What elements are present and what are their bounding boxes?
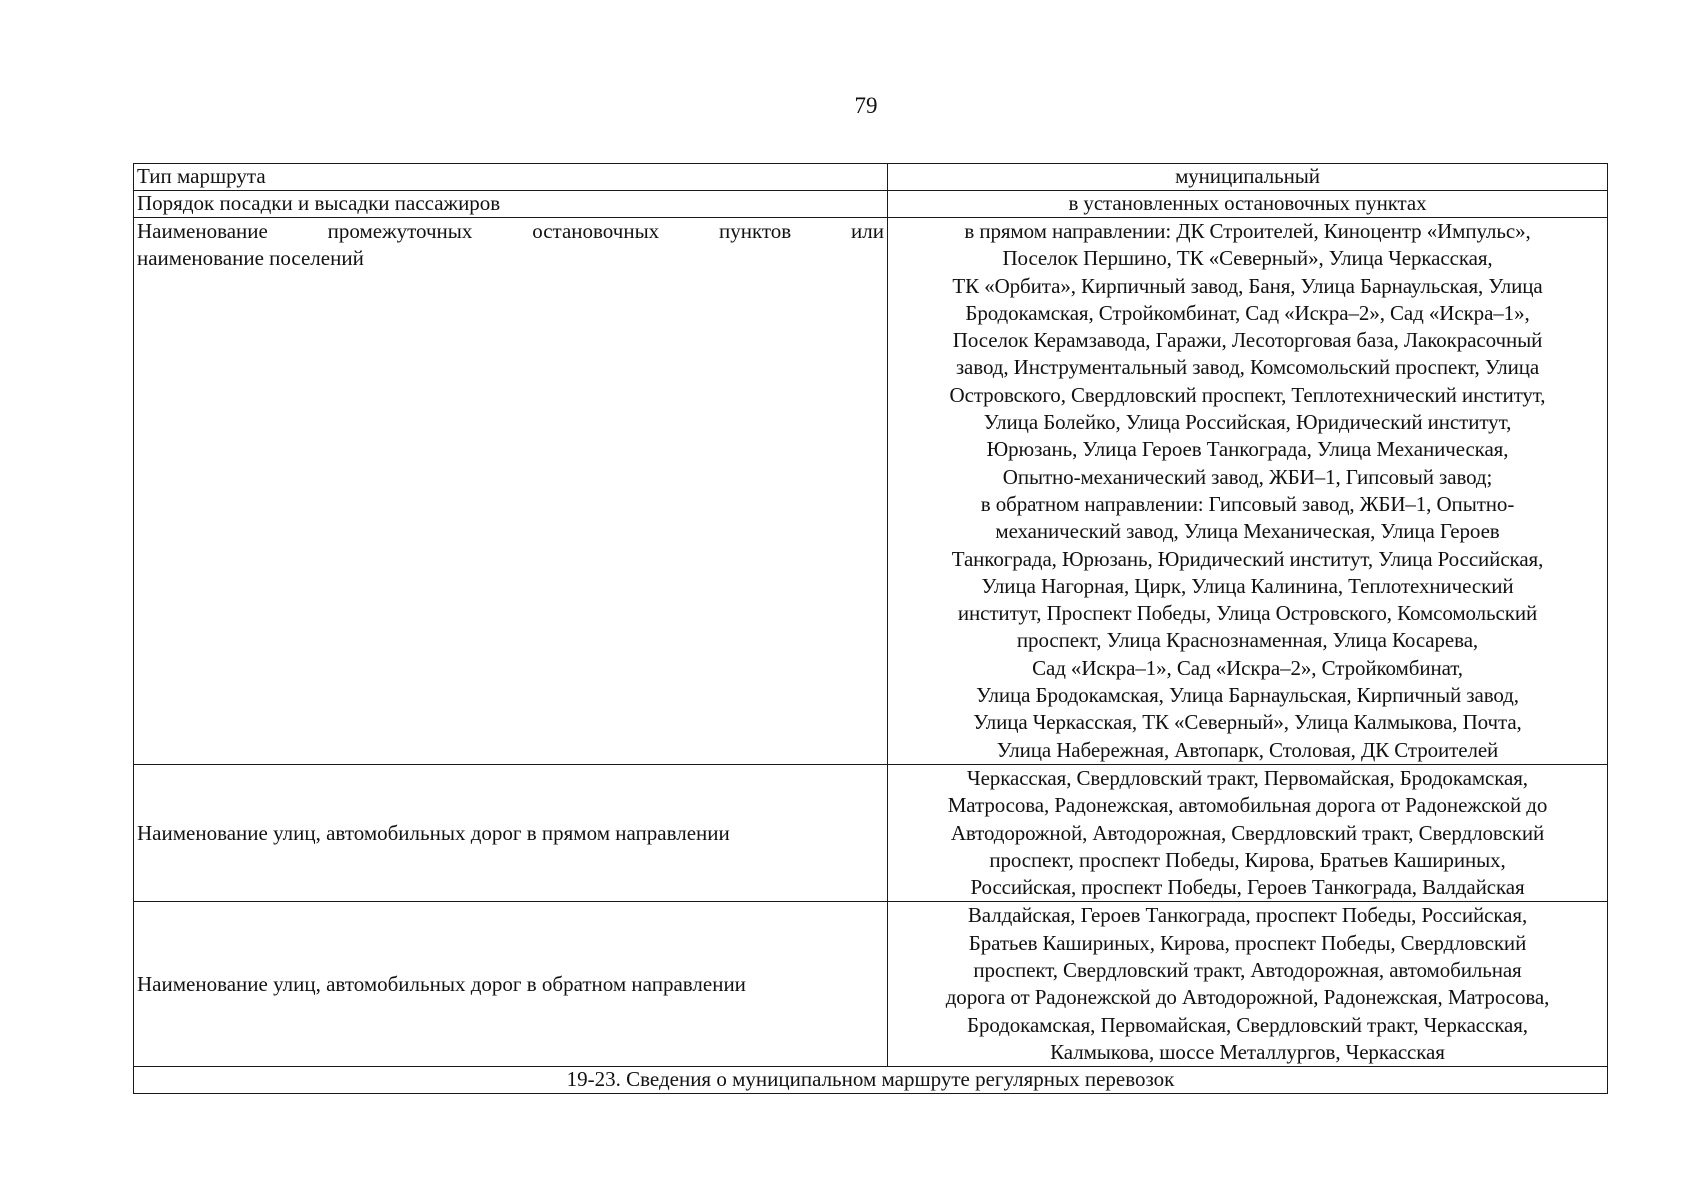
reverse-streets-label: Наименование улиц, автомобильных дорог в обратном направлении bbox=[134, 902, 888, 1067]
page-number: 79 bbox=[854, 93, 878, 118]
stops-line: в обратном направлении: Гипсовый завод, ЖБИ–1, Опытно- bbox=[980, 491, 1515, 516]
forward-streets-line: Матросова, Радонежская, автомобильная дорога от Радонежской до bbox=[947, 793, 1548, 818]
stops-line: Поселок Першино, ТК «Северный», Улица Черкасская, bbox=[1002, 246, 1493, 271]
table-row-boarding-order bbox=[134, 191, 1608, 218]
stops-line: Улица Нагорная, Цирк, Улица Калинина, Теплотехнический bbox=[981, 573, 1514, 598]
forward-streets-line: Черкасская, Свердловский тракт, Первомайская, Бродокамская, bbox=[967, 765, 1528, 790]
table-row-route-type bbox=[134, 164, 1608, 191]
table-row-forward-streets bbox=[134, 764, 1608, 901]
stops-line: институт, Проспект Победы, Улица Островского, Комсомольский bbox=[957, 601, 1538, 626]
stops-line: Островского, Свердловский проспект, Теплотехнический институт, bbox=[949, 382, 1546, 407]
route-type-label: Тип маршрута bbox=[134, 164, 888, 191]
intermediate-stops-value bbox=[888, 218, 1608, 765]
stops-line: Сад «Искра–1», Сад «Искра–2», Стройкомбинат, bbox=[1032, 655, 1463, 680]
table-row-section-heading bbox=[134, 1067, 1608, 1094]
stops-line: в прямом направлении: ДК Строителей, Киноцентр «Импульс», bbox=[964, 219, 1531, 243]
stops-line: Улица Болейко, Улица Российская, Юридический институт, bbox=[983, 410, 1512, 435]
table-row-intermediate-stops bbox=[134, 218, 1608, 765]
reverse-streets-value bbox=[888, 902, 1608, 1067]
intermediate-stops-label-line: Наименование промежуточных остановочных пунктов или bbox=[137, 219, 884, 243]
section-heading: 19-23. Сведения о муниципальном маршруте регулярных перевозок bbox=[134, 1067, 1608, 1094]
stops-line: проспект, Улица Краснознаменная, Улица Косарева, bbox=[1016, 628, 1479, 653]
reverse-streets-line: Бродокамская, Первомайская, Свердловский тракт, Черкасская, bbox=[967, 1012, 1528, 1037]
reverse-streets-line: Братьев Кашириных, Кирова, проспект Победы, Свердловский bbox=[968, 930, 1527, 955]
stops-line: Танкограда, Юрюзань, Юридический институт, Улица Российская, bbox=[951, 546, 1544, 571]
stops-line: Улица Набережная, Автопарк, Столовая, ДК Строителей bbox=[996, 737, 1499, 762]
route-info-table bbox=[133, 163, 1608, 1094]
reverse-streets-line: проспект, Свердловский тракт, Автодорожная, автомобильная bbox=[973, 958, 1522, 983]
stops-line: Юрюзань, Улица Героев Танкограда, Улица Механическая, bbox=[986, 437, 1509, 462]
forward-streets-line: Российская, проспект Победы, Героев Танкограда, Валдайская bbox=[970, 875, 1525, 900]
stops-line: механический завод, Улица Механическая, Улица Героев bbox=[995, 519, 1500, 544]
forward-streets-value bbox=[888, 764, 1608, 901]
stops-line: Бродокамская, Стройкомбинат, Сад «Искра–2», Сад «Искра–1», bbox=[965, 300, 1530, 325]
stops-line: Улица Бродокамская, Улица Барнаульская, Кирпичный завод, bbox=[976, 683, 1519, 708]
intermediate-stops-label bbox=[134, 218, 888, 765]
stops-line: Поселок Керамзавода, Гаражи, Лесоторговая база, Лакокрасочный bbox=[952, 328, 1543, 353]
forward-streets-line: Автодорожной, Автодорожная, Свердловский тракт, Свердловский bbox=[950, 820, 1545, 845]
stops-line: Улица Черкасская, ТК «Северный», Улица Калмыкова, Почта, bbox=[973, 710, 1522, 735]
stops-line: завод, Инструментальный завод, Комсомольский проспект, Улица bbox=[955, 355, 1540, 380]
reverse-streets-line: Валдайская, Героев Танкограда, проспект Победы, Российская, bbox=[967, 903, 1528, 928]
forward-streets-line: проспект, проспект Победы, Кирова, Братьев Кашириных, bbox=[989, 847, 1506, 872]
stops-line: ТК «Орбита», Кирпичный завод, Баня, Улица Барнаульская, Улица bbox=[952, 273, 1543, 298]
stops-line: Опытно-механический завод, ЖБИ–1, Гипсовый завод; bbox=[1002, 464, 1493, 489]
reverse-streets-line: Калмыкова, шоссе Металлургов, Черкасская bbox=[1050, 1039, 1445, 1064]
forward-streets-label: Наименование улиц, автомобильных дорог в прямом направлении bbox=[134, 764, 888, 901]
route-type-value: муниципальный bbox=[888, 164, 1608, 191]
boarding-order-value: в установленных остановочных пунктах bbox=[888, 191, 1608, 218]
reverse-streets-line: дорога от Радонежской до Автодорожной, Радонежская, Матросова, bbox=[945, 985, 1550, 1010]
intermediate-stops-label-line: наименование поселений bbox=[137, 246, 364, 271]
table-row-reverse-streets bbox=[134, 902, 1608, 1067]
boarding-order-label: Порядок посадки и высадки пассажиров bbox=[134, 191, 888, 218]
